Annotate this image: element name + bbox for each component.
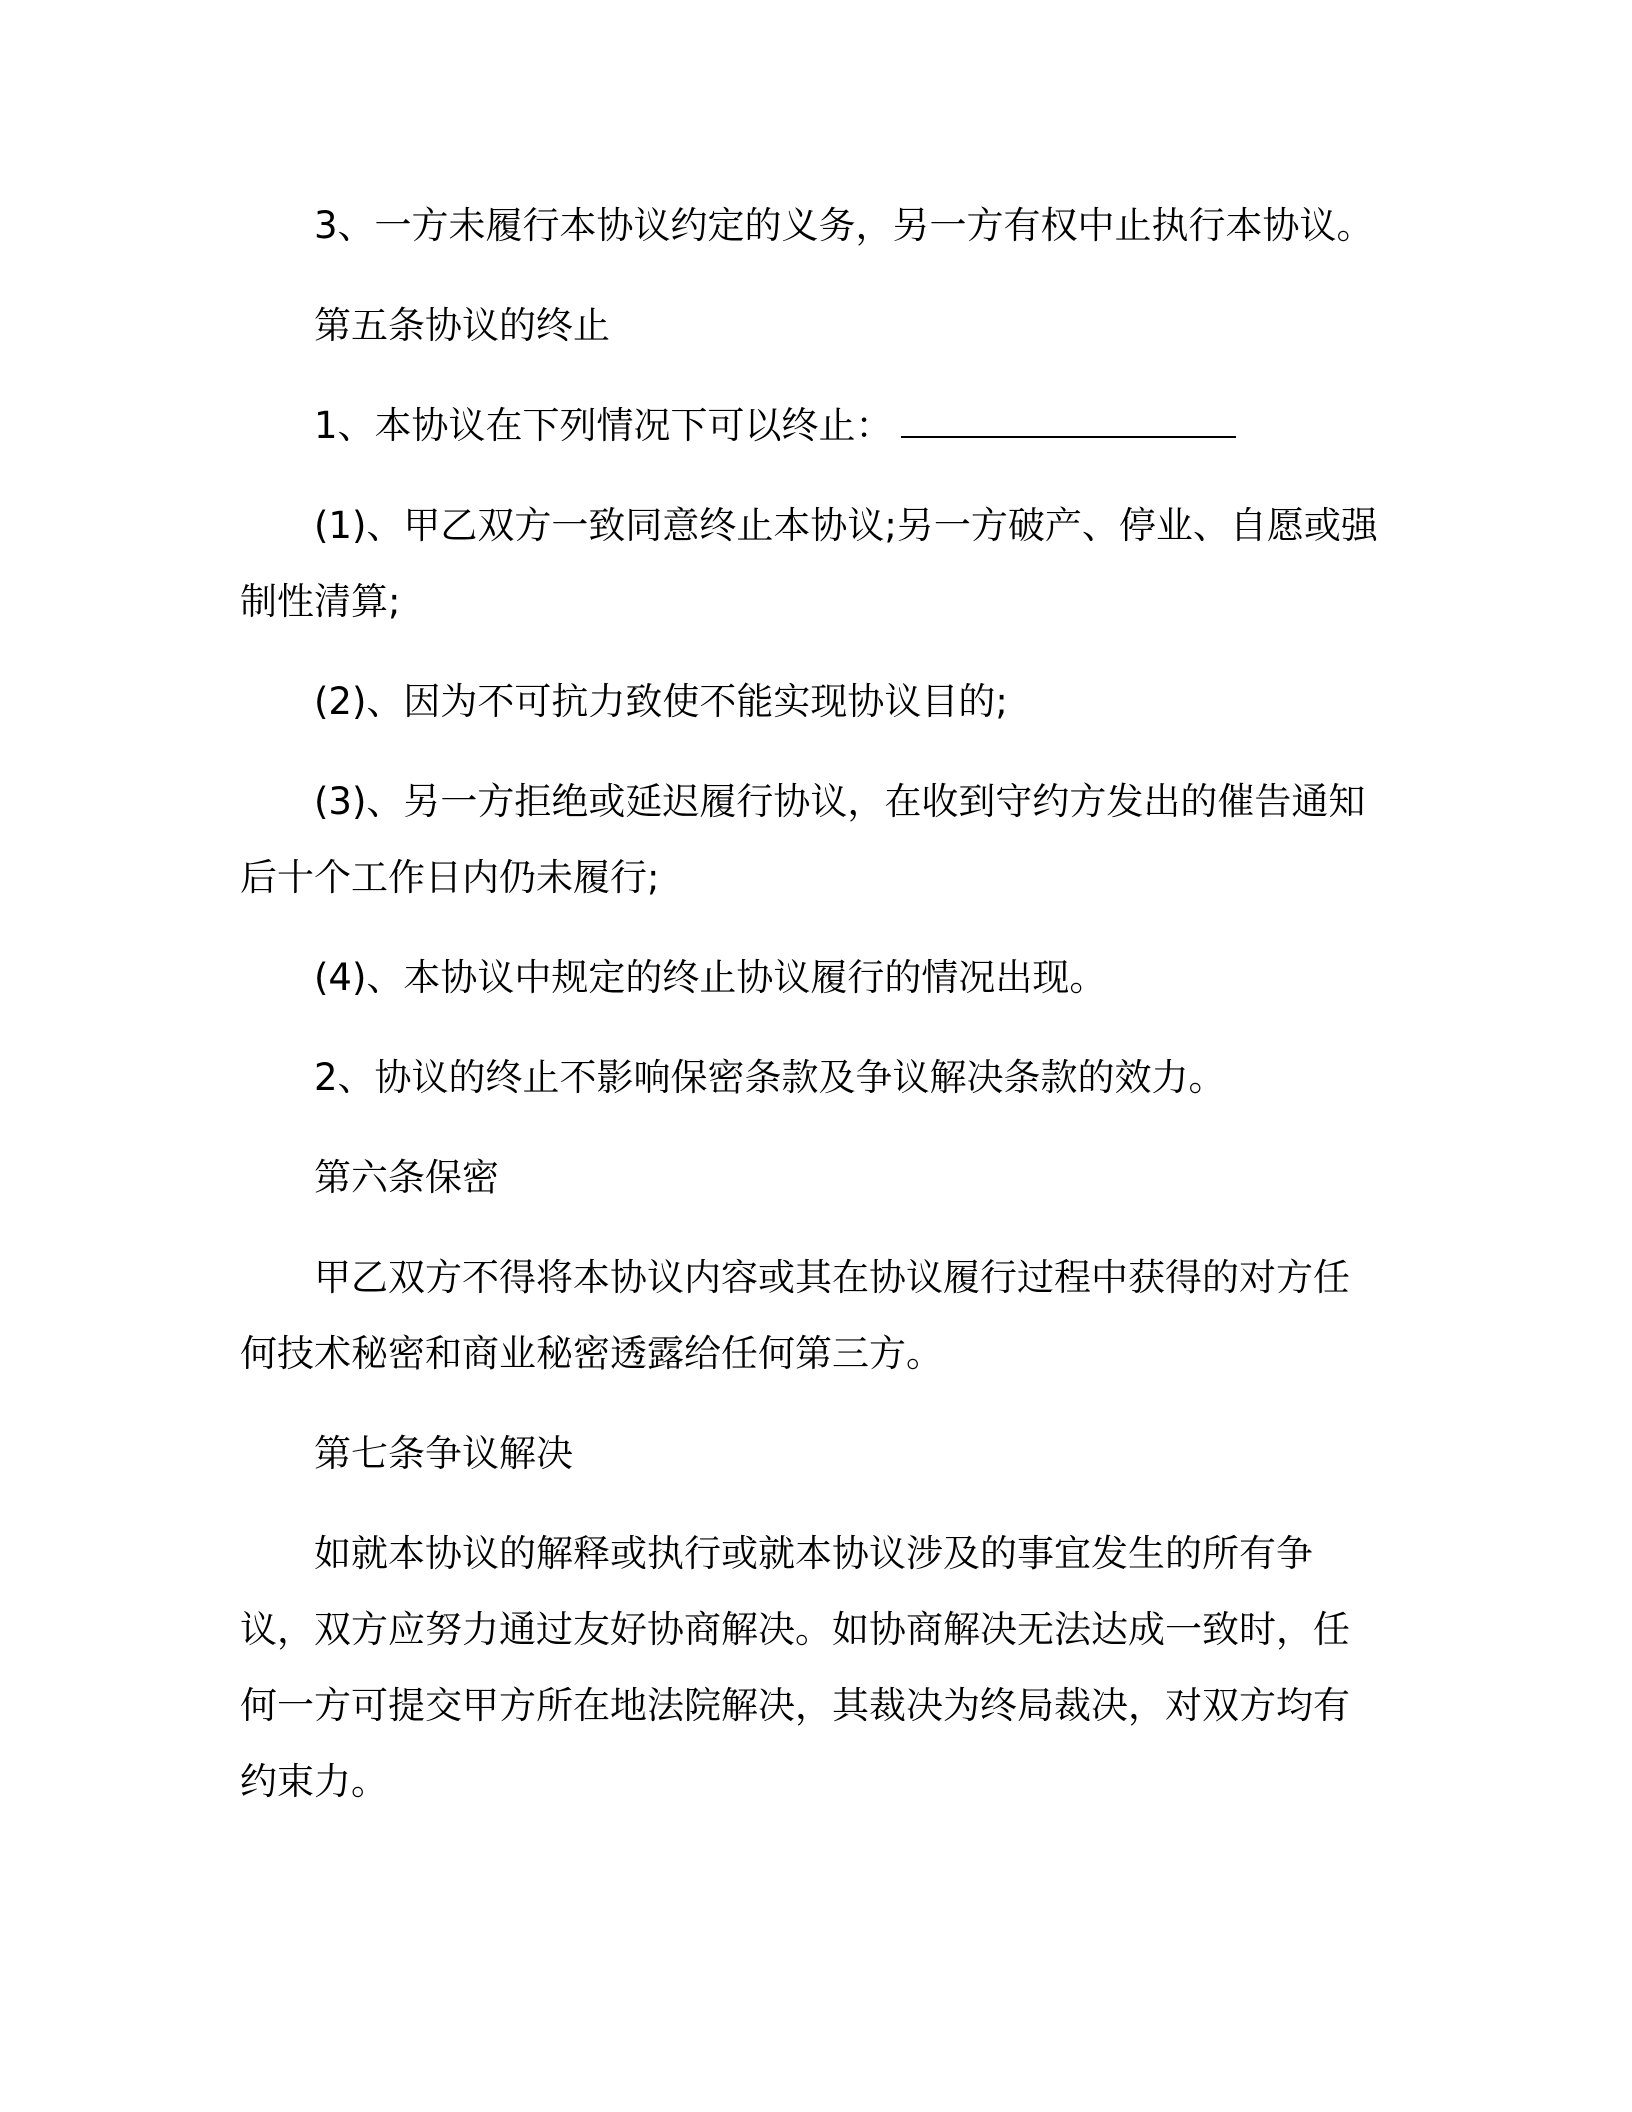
article-5-heading [240,288,1382,364]
paragraph-text: 甲乙双方不得将本协议内容或其在协议履行过程中获得的对方任何技术秘密和商业秘密透露给任何第三方。 [240,1256,1350,1375]
paragraph-clause-3 [240,188,1382,264]
paragraph-condition-4 [240,940,1382,1016]
paragraph-condition-2 [240,664,1382,740]
heading-text: 第五条协议的终止 [314,304,610,347]
document-body [240,188,1382,1844]
paragraph-condition-3 [240,764,1382,916]
paragraph-text: (4)、本协议中规定的终止协议履行的情况出现。 [314,956,1107,999]
article-7-heading [240,1416,1382,1492]
paragraph-condition-1 [240,488,1382,640]
paragraph-text: (1)、甲乙双方一致同意终止本协议;另一方破产、停业、自愿或强制性清算; [240,504,1378,623]
paragraph-text: 3、一方未履行本协议约定的义务，另一方有权中止执行本协议。 [314,204,1374,247]
heading-text: 第六条保密 [314,1156,499,1199]
paragraph-text: (2)、因为不可抗力致使不能实现协议目的; [314,680,1008,723]
paragraph-text: 2、协议的终止不影响保密条款及争议解决条款的效力。 [314,1056,1226,1099]
paragraph-confidentiality [240,1240,1382,1392]
paragraph-dispute-resolution [240,1516,1382,1820]
heading-text: 第七条争议解决 [314,1432,573,1475]
fill-in-blank-line [901,402,1236,438]
article-6-heading [240,1140,1382,1216]
paragraph-termination-effect [240,1040,1382,1116]
paragraph-text: (3)、另一方拒绝或延迟履行协议，在收到守约方发出的催告通知后十个工作日内仍未履行; [240,780,1366,899]
paragraph-termination-conditions [240,388,1382,464]
paragraph-text: 如就本协议的解释或执行或就本协议涉及的事宜发生的所有争议，双方应努力通过友好协商解决。如协商解决无法达成一致时，任何一方可提交甲方所在地法院解决，其裁决为终局裁决，对双方均有约束力。 [240,1532,1350,1803]
paragraph-text: 1、本协议在下列情况下可以终止： [314,404,893,447]
